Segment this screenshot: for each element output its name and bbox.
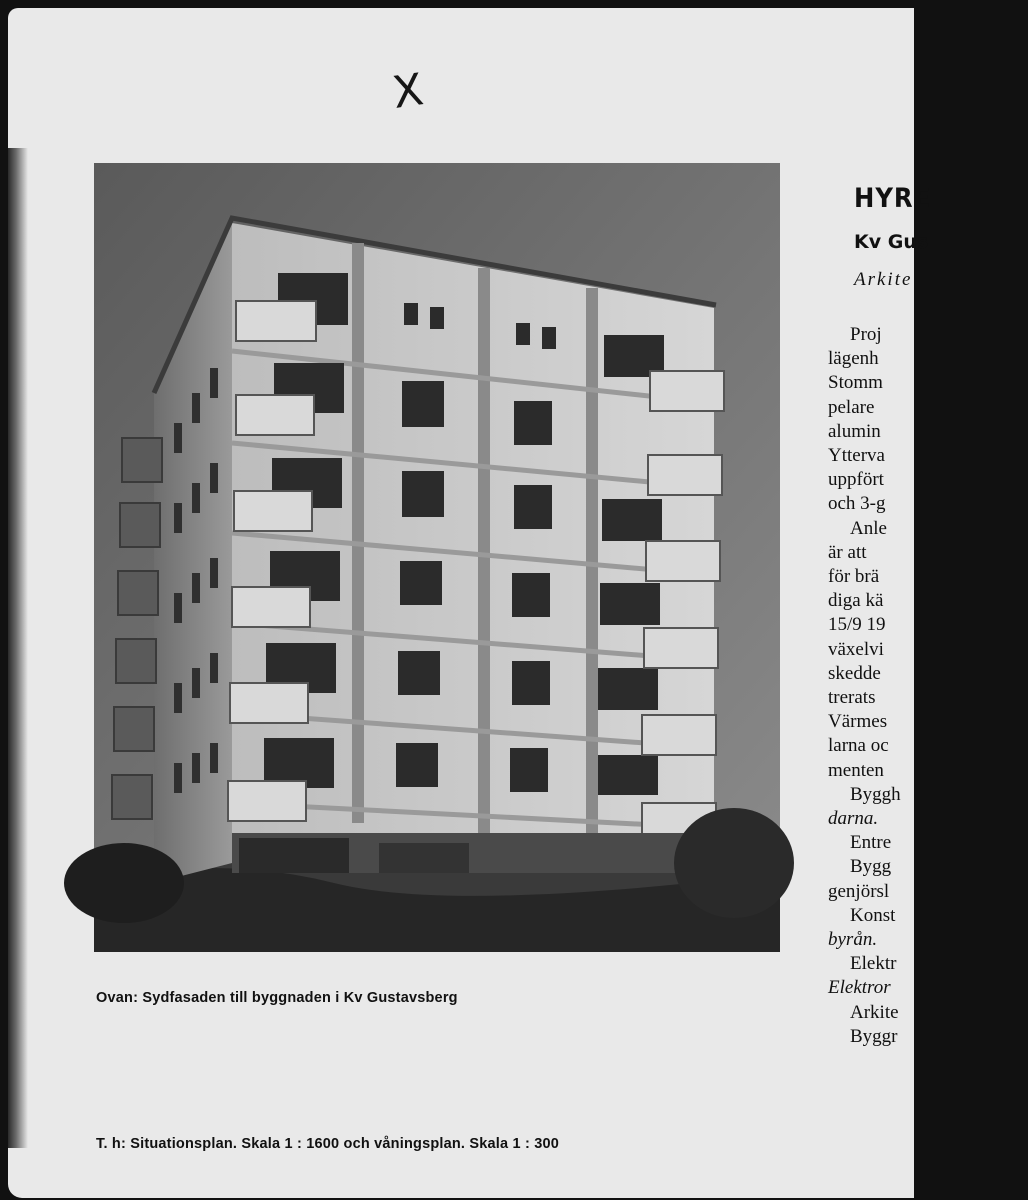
body-line: trerats <box>828 687 876 709</box>
body-line: är att <box>828 541 867 563</box>
body-line: 15/9 19 <box>828 614 886 636</box>
body-line: Byggr <box>850 1025 898 1047</box>
body-line: darna. <box>828 808 879 830</box>
body-line: pelare <box>828 396 875 418</box>
body-line: Elektr <box>850 953 897 975</box>
body-line: lägenh <box>828 348 879 370</box>
body-line: menten <box>828 759 884 781</box>
body-line: Ytterva <box>828 445 885 467</box>
body-line: för brä <box>828 566 880 588</box>
document-page <box>8 8 932 1198</box>
body-line: byrån. <box>828 929 878 951</box>
body-line: larna oc <box>828 735 889 757</box>
article-subheading: Kv Gus <box>854 231 929 253</box>
body-line: växelvi <box>828 638 884 660</box>
building-photo <box>94 163 780 952</box>
body-line: Konst <box>850 904 896 926</box>
article-body <box>828 323 1028 1049</box>
body-line: Värmes <box>828 711 888 733</box>
body-line: skedde <box>828 662 881 684</box>
handwritten-mark: X <box>389 64 427 119</box>
article-heading: HYRE <box>854 183 932 214</box>
apartment-building-photo-icon <box>94 163 780 952</box>
body-line: genjörsl <box>828 880 890 902</box>
body-line: Entre <box>850 832 892 854</box>
body-line: Anle <box>850 517 887 539</box>
body-line: Bygg <box>850 856 892 878</box>
body-line: Byggh <box>850 783 901 805</box>
body-line: diga kä <box>828 590 884 612</box>
photo-caption: Ovan: Sydfasaden till byggnaden i Kv Gustavsberg <box>96 990 458 1006</box>
body-line: Proj <box>850 324 882 345</box>
body-line: Arkite <box>850 1001 899 1023</box>
body-line: Elektror <box>828 977 891 999</box>
architect-line: Arkite <box>854 269 913 290</box>
body-line: Stomm <box>828 372 883 394</box>
body-line: alumin <box>828 420 881 442</box>
page-edge-shadow <box>8 148 28 1148</box>
body-line: uppfört <box>828 469 884 491</box>
plan-caption: T. h: Situationsplan. Skala 1 : 1600 och våningsplan. Skala 1 : 300 <box>96 1136 560 1152</box>
body-line: och 3-g <box>828 493 886 515</box>
